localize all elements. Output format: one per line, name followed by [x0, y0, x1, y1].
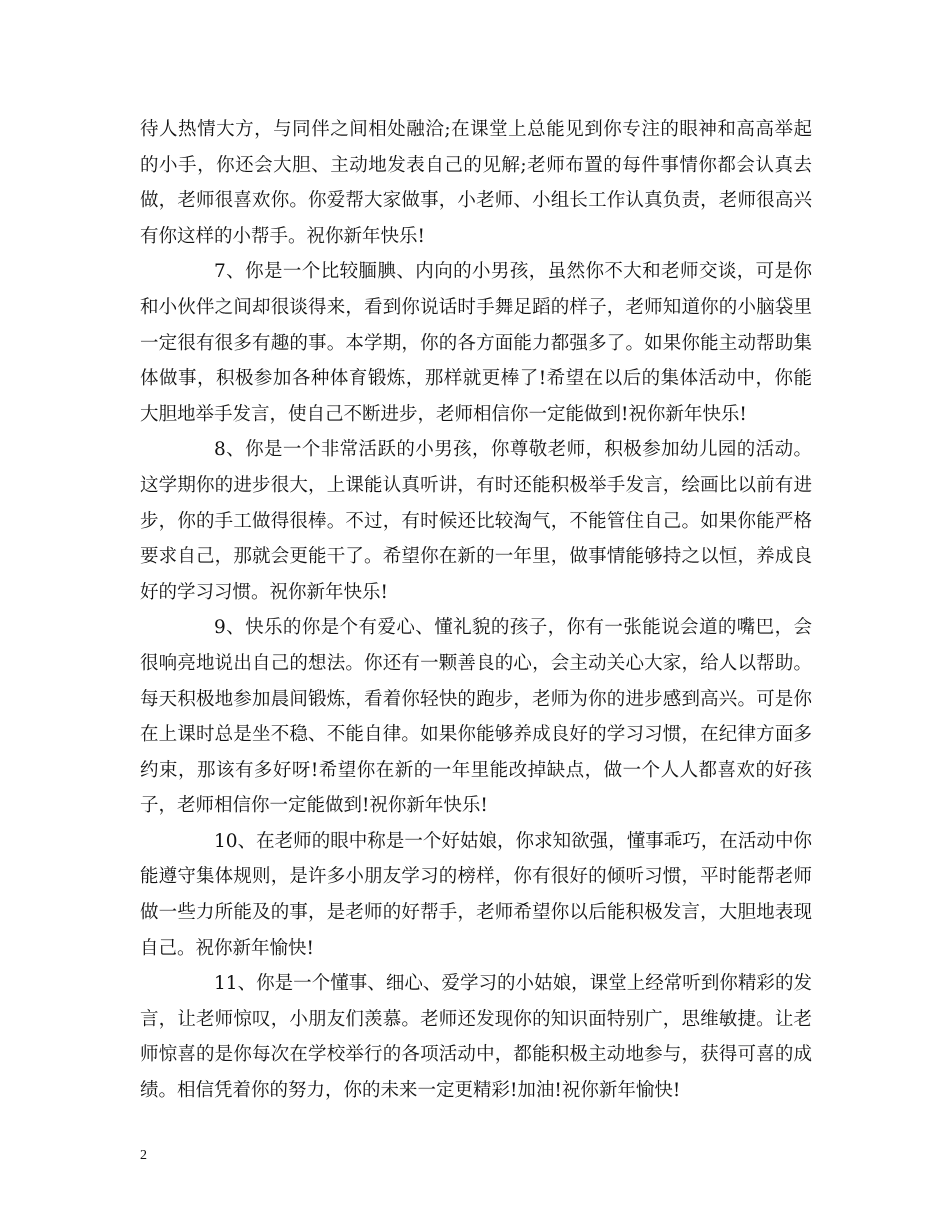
text-line: 在上课时总是坐不稳、不能自律。如果你能够养成良好的学习习惯，在纪律方面多: [140, 724, 812, 746]
page-number: 2: [140, 1148, 147, 1163]
text-line: 一定很有很多有趣的事。本学期，你的各方面能力都强多了。如果你能主动帮助集: [140, 332, 812, 354]
text-line: 能遵守集体规则，是许多小朋友学习的榜样，你有很好的倾听习惯，平时能帮老师: [140, 866, 812, 888]
text-line: 自己。祝你新年愉快!: [140, 937, 314, 959]
text-line: 这学期你的进步很大，上课能认真听讲，有时还能积极举手发言，绘画比以前有进: [140, 474, 812, 496]
text-line: 8、你是一个非常活跃的小男孩，你尊敬老师，积极参加幼儿园的活动。: [214, 439, 812, 461]
text-line: 体做事，积极参加各种体育锻炼，那样就更棒了!希望在以后的集体活动中，你能: [140, 368, 812, 390]
text-line: 7、你是一个比较腼腆、内向的小男孩，虽然你不大和老师交谈，可是你: [214, 261, 812, 283]
paragraph: [140, 254, 812, 432]
text-line: 的小手，你还会大胆、主动地发表自己的见解;老师布置的每件事情你都会认真去: [140, 154, 812, 176]
text-line: 待人热情大方，与同伴之间相处融洽;在课堂上总能见到你专注的眼神和高高举起: [140, 119, 812, 140]
document-body: [140, 112, 812, 1109]
text-line: 言，让老师惊叹，小朋友们羡慕。老师还发现你的知识面特别广，思维敏捷。让老: [140, 1008, 812, 1030]
text-line: 好的学习习惯。祝你新年快乐!: [140, 581, 388, 603]
text-line: 要求自己，那就会更能干了。希望你在新的一年里，做事情能够持之以恒，养成良: [140, 546, 812, 568]
text-line: 子，老师相信你一定能做到!祝你新年快乐!: [140, 795, 488, 817]
text-line: 和小伙伴之间却很谈得来，看到你说话时手舞足蹈的样子，老师知道你的小脑袋里: [140, 296, 812, 318]
text-line: 大胆地举手发言，使自己不断进步，老师相信你一定能做到!祝你新年快乐!: [140, 403, 747, 425]
text-line: 11、你是一个懂事、细心、爱学习的小姑娘，课堂上经常听到你精彩的发: [214, 973, 812, 995]
paragraph: [140, 824, 812, 966]
paragraph: [140, 966, 812, 1108]
text-line: 做一些力所能及的事，是老师的好帮手，老师希望你以后能积极发言，大胆地表现: [140, 902, 812, 924]
text-line: 步，你的手工做得很棒。不过，有时候还比较淘气，不能管住自己。如果你能严格: [140, 510, 812, 532]
text-line: 约束，那该有多好呀!希望你在新的一年里能改掉缺点，做一个人人都喜欢的好孩: [140, 759, 812, 781]
text-line: 师惊喜的是你每次在学校举行的各项活动中，都能积极主动地参与，获得可喜的成: [140, 1044, 812, 1066]
text-line: 有你这样的小帮手。祝你新年快乐!: [140, 225, 425, 247]
paragraph: [140, 112, 812, 254]
text-line: 9、快乐的你是个有爱心、懂礼貌的孩子，你有一张能说会道的嘴巴，会: [214, 617, 812, 639]
paragraph: [140, 432, 812, 610]
text-line: 做，老师很喜欢你。你爱帮大家做事，小老师、小组长工作认真负责，老师很高兴: [140, 190, 812, 212]
text-line: 10、在老师的眼中称是一个好姑娘，你求知欲强，懂事乖巧，在活动中你: [214, 830, 812, 852]
paragraph: [140, 610, 812, 824]
text-line: 每天积极地参加晨间锻炼，看着你轻快的跑步，老师为你的进步感到高兴。可是你: [140, 688, 812, 710]
text-line: 绩。相信凭着你的努力，你的未来一定更精彩!加油!祝你新年愉快!: [140, 1080, 681, 1102]
text-line: 很响亮地说出自己的想法。你还有一颗善良的心，会主动关心大家，给人以帮助。: [140, 652, 812, 674]
